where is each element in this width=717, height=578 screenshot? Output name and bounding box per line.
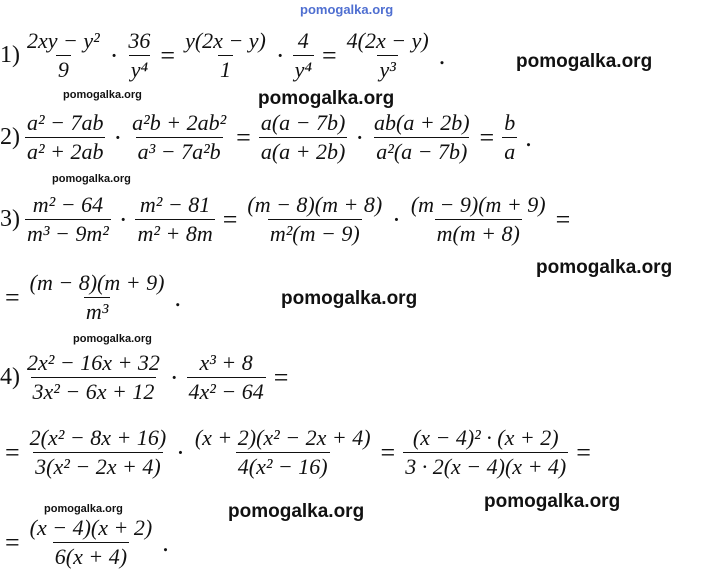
fraction-numerator: b: [504, 110, 516, 135]
fraction-numerator: (m − 8)(m + 8): [247, 192, 383, 217]
fraction: [293, 28, 314, 83]
fraction: [403, 425, 568, 480]
fraction-numerator: 4: [297, 28, 309, 53]
fraction-numerator: (x + 2)(x² − 2x + 4): [194, 425, 371, 450]
fraction-denominator: a³ − 7a²b: [137, 139, 221, 164]
fraction-denominator: y⁴: [294, 57, 312, 82]
fraction-denominator: a²(a − 7b): [376, 139, 468, 164]
equals-sign: =: [5, 282, 20, 312]
fraction-denominator: y³: [379, 57, 396, 82]
equals-sign: =: [555, 204, 571, 234]
watermark-text: pomogalka.org: [484, 491, 621, 512]
fraction-denominator: 4(x² − 16): [237, 454, 328, 479]
equals-sign: =: [273, 362, 289, 392]
fraction-denominator: y⁴: [130, 57, 149, 82]
fraction: [28, 425, 168, 480]
multiply-sign: ·: [118, 204, 128, 234]
fraction-numerator: m² − 81: [139, 192, 211, 217]
watermark-text: pomogalka.org: [63, 89, 142, 101]
fraction: [345, 28, 431, 83]
equals-sign: =: [5, 437, 20, 467]
fraction: [25, 192, 111, 247]
equation-4-line-3: [0, 515, 174, 570]
fraction-denominator: m² + 8m: [137, 221, 213, 246]
fraction-denominator: 3 · 2(x − 4)(x + 4): [405, 454, 567, 479]
equals-sign: =: [236, 122, 251, 152]
period-mark: .: [174, 282, 181, 312]
watermark-text: pomogalka.org: [516, 51, 653, 72]
equals-sign: =: [222, 204, 238, 234]
watermark-text: pomogalka.org: [300, 2, 394, 17]
fraction-denominator: 1: [219, 57, 231, 82]
fraction-numerator: 2xy − y²: [27, 28, 100, 53]
equals-sign: =: [479, 122, 495, 152]
problem-number: 3): [0, 206, 20, 232]
fraction-denominator: 6(x + 4): [54, 544, 128, 569]
fraction: [130, 110, 228, 165]
problem-number: 4): [0, 364, 20, 390]
fraction-numerator: ab(a + 2b): [374, 110, 470, 135]
fraction-denominator: 9: [57, 57, 69, 82]
multiply-sign: ·: [109, 40, 119, 70]
fraction: [409, 192, 548, 247]
equals-sign: =: [380, 437, 396, 467]
period-mark: .: [162, 527, 169, 557]
equals-sign: =: [321, 40, 337, 70]
fraction: [25, 110, 105, 165]
fraction-numerator: 2(x² − 8x + 16): [29, 425, 167, 450]
equation-1: [0, 28, 450, 83]
fraction-denominator: 3x² − 6x + 12: [32, 379, 155, 404]
multiply-sign: ·: [113, 122, 123, 152]
fraction-numerator: 4(2x − y): [346, 28, 429, 53]
fraction-denominator: m²(m − 9): [269, 221, 360, 246]
fraction-denominator: 4x² − 64: [188, 379, 264, 404]
fraction-numerator: m² − 64: [32, 192, 104, 217]
fraction-denominator: a(a + 2b): [260, 139, 346, 164]
fraction: [372, 110, 472, 165]
period-mark: .: [525, 122, 532, 152]
fraction-numerator: 36: [128, 28, 151, 53]
equation-4-line-2: [0, 425, 596, 480]
problem-number: 2): [0, 124, 20, 150]
fraction-denominator: m³: [85, 299, 109, 324]
fraction: [245, 192, 384, 247]
fraction-denominator: m³ − 9m²: [27, 221, 109, 246]
period-mark: .: [438, 40, 446, 70]
equals-sign: =: [5, 527, 20, 557]
equation-2: [0, 110, 537, 165]
fraction: [25, 28, 102, 83]
equation-4-line-1: [0, 350, 293, 405]
fraction: [28, 270, 167, 325]
fraction: [135, 192, 214, 247]
fraction-numerator: (m − 8)(m + 9): [29, 270, 165, 295]
multiply-sign: ·: [176, 437, 185, 467]
fraction: [502, 110, 517, 165]
fraction-numerator: (x − 4)(x + 2): [29, 515, 153, 540]
fraction-numerator: (m − 9)(m + 9): [410, 192, 546, 217]
fraction-numerator: a² − 7ab: [27, 110, 104, 135]
equals-sign: =: [576, 437, 591, 467]
multiply-sign: ·: [169, 362, 179, 392]
fraction-denominator: m(m + 8): [436, 221, 520, 246]
equation-3-line-2: [0, 270, 186, 325]
fraction-numerator: 2x² − 16x + 32: [27, 350, 160, 375]
equals-sign: =: [160, 40, 176, 70]
watermark-text: pomogalka.org: [228, 501, 365, 522]
fraction: [126, 28, 152, 83]
fraction-numerator: a(a − 7b): [260, 110, 346, 135]
fraction-denominator: a² + 2ab: [27, 139, 104, 164]
multiply-sign: ·: [392, 204, 401, 234]
problem-number: 1): [0, 42, 20, 68]
multiply-sign: ·: [275, 40, 285, 70]
fraction: [193, 425, 373, 480]
equation-3-line-1: [0, 192, 575, 247]
fraction: [259, 110, 348, 165]
fraction-numerator: a²b + 2ab²: [132, 110, 227, 135]
fraction-numerator: (x − 4)² · (x + 2): [412, 425, 559, 450]
fraction: [25, 350, 162, 405]
fraction: [28, 515, 155, 570]
fraction-numerator: y(2x − y): [185, 28, 266, 53]
fraction-numerator: x³ + 8: [199, 350, 253, 375]
watermark-text: pomogalka.org: [281, 288, 418, 309]
multiply-sign: ·: [355, 122, 365, 152]
fraction-denominator: 3(x² − 2x + 4): [35, 454, 161, 479]
watermark-text: pomogalka.org: [73, 333, 152, 345]
watermark-text: pomogalka.org: [536, 257, 673, 278]
watermark-text: pomogalka.org: [258, 88, 395, 109]
fraction-denominator: a: [504, 139, 516, 164]
watermark-text: pomogalka.org: [44, 503, 123, 515]
watermark-text: pomogalka.org: [52, 173, 131, 185]
fraction: [183, 28, 268, 83]
fraction: [187, 350, 266, 405]
